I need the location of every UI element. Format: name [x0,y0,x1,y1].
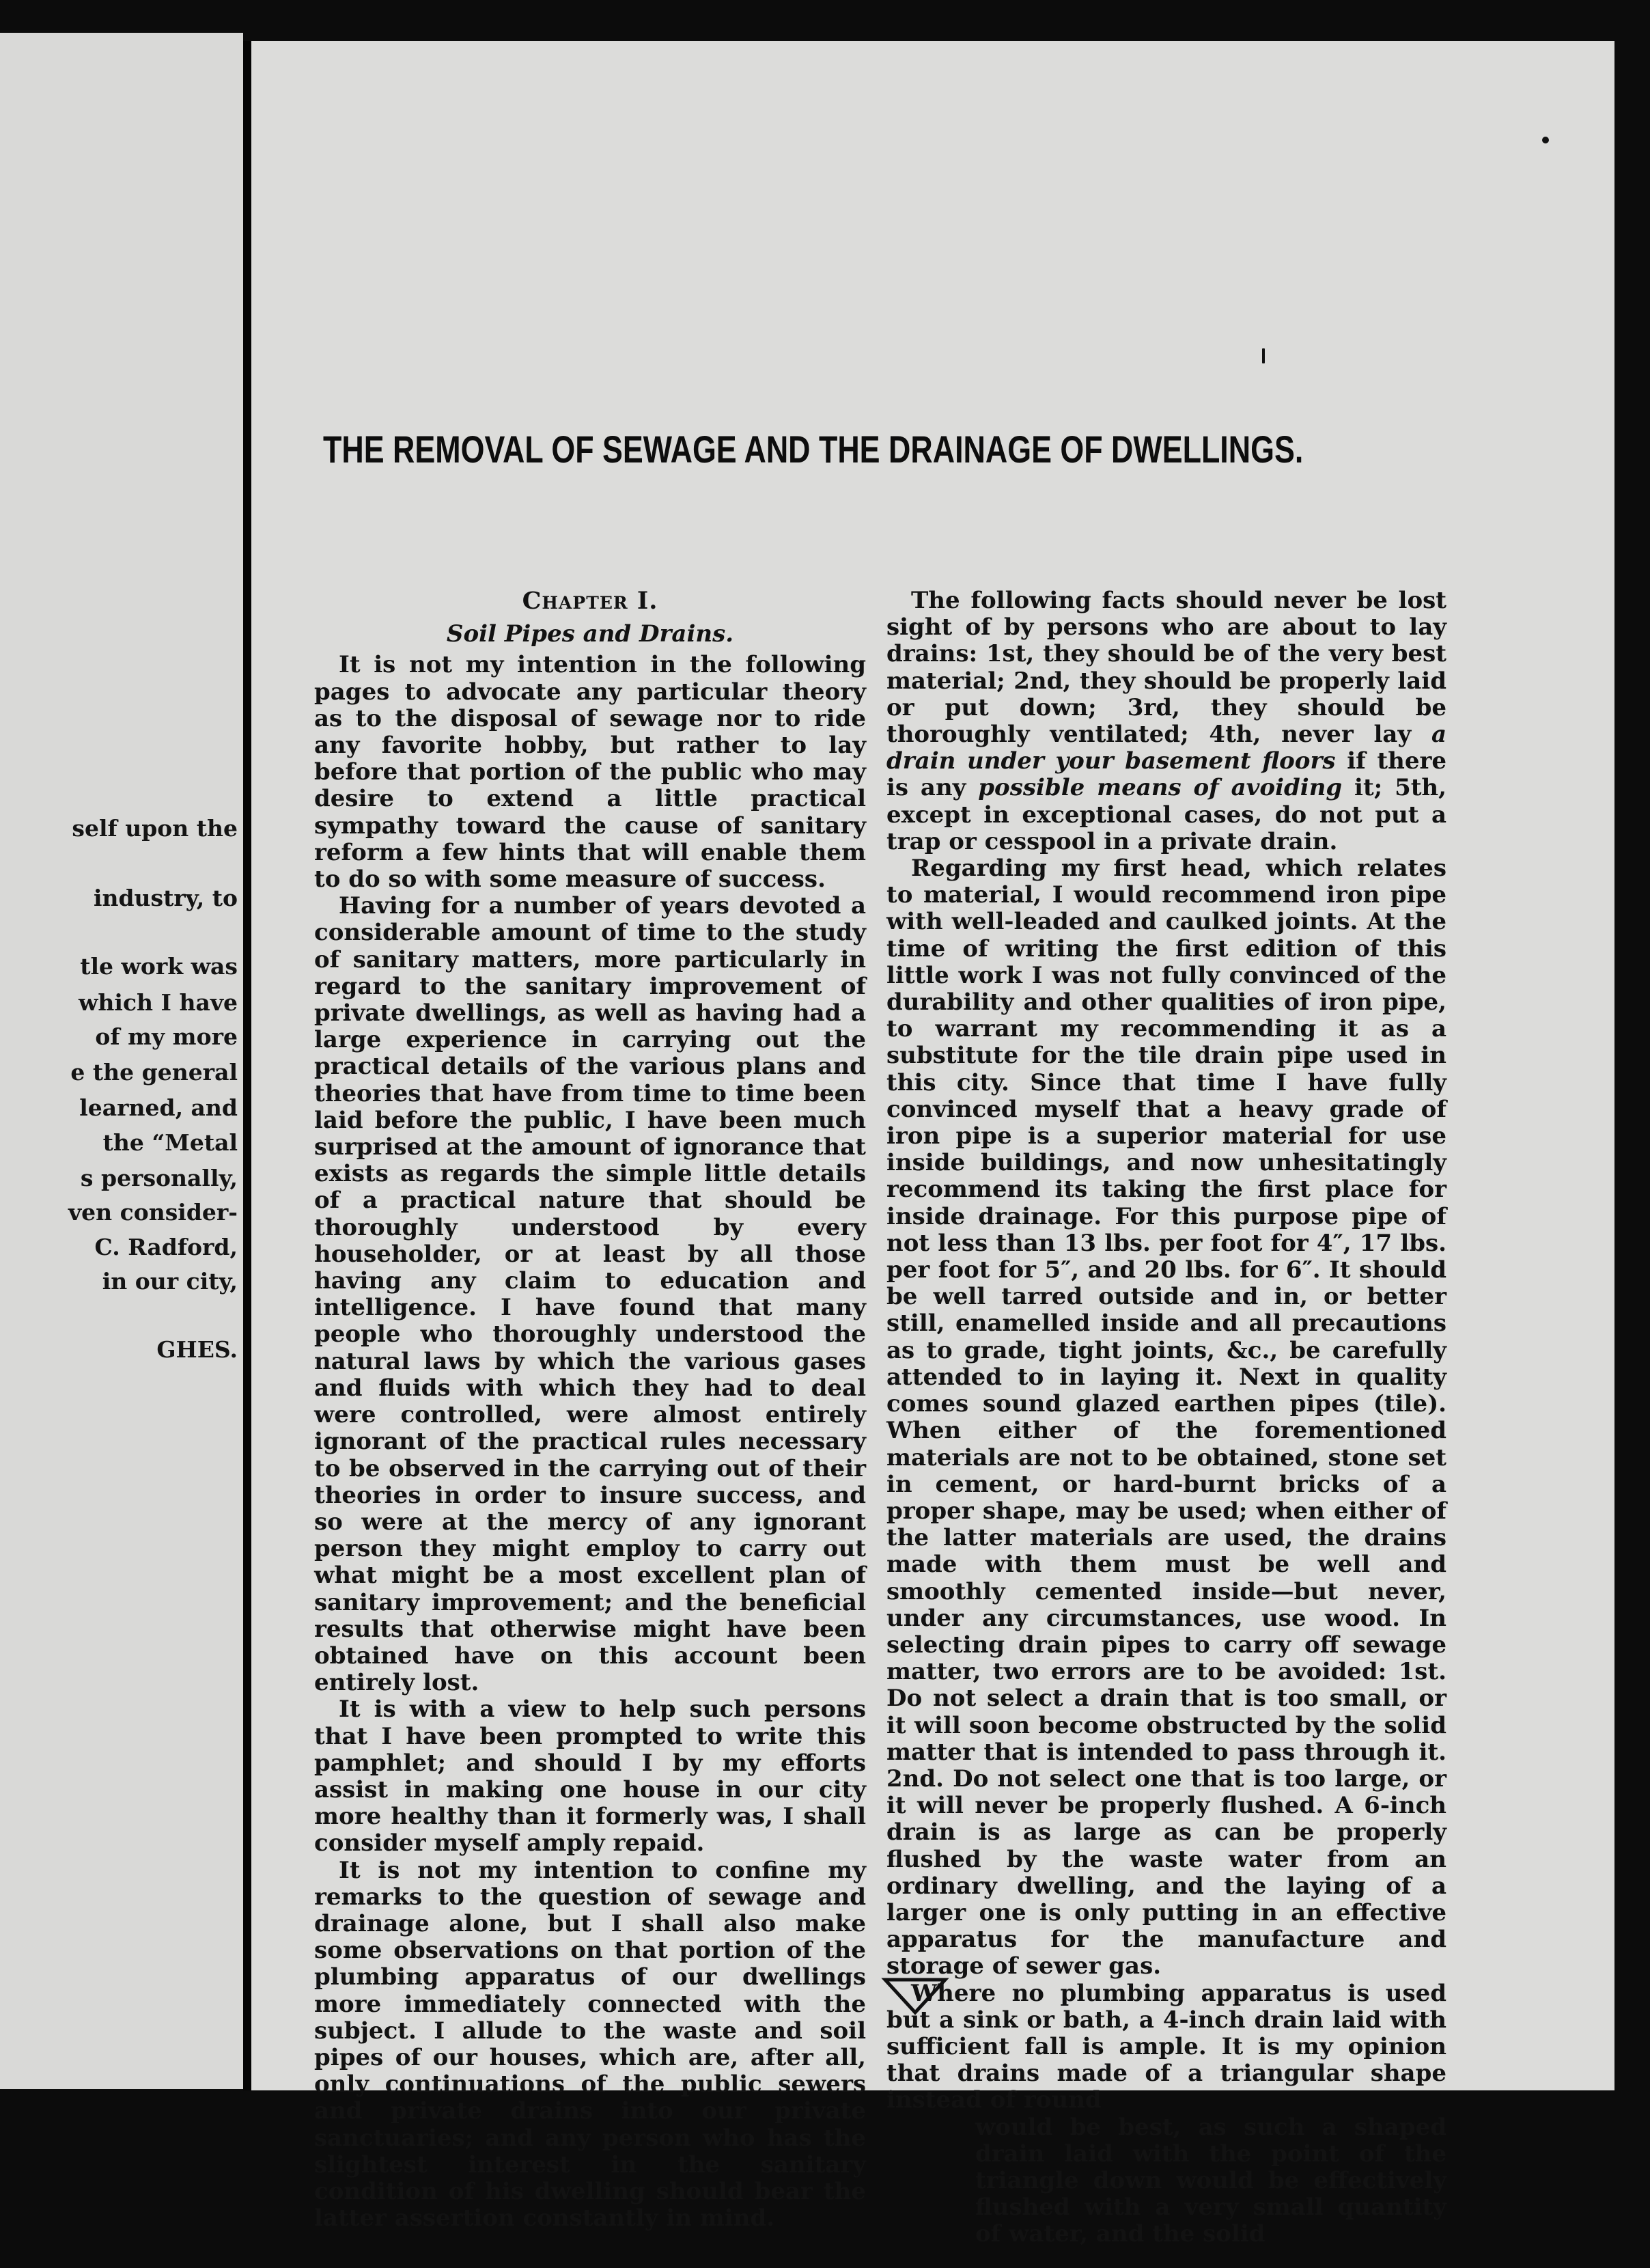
left-page-line: the “Metal [102,1129,238,1156]
left-page-line: s personally, [80,1165,238,1191]
left-page-line: GHES. [156,1336,238,1363]
left-page-line: self upon the [72,815,238,842]
text-run: it; 5th, except in exceptional cases, do not put a trap or cesspool in a private drain. [886,774,1446,855]
left-page-line: tle work was [80,953,238,980]
triangle-drain-icon [881,1976,949,2017]
page-gutter [243,41,251,2090]
main-page [251,41,1614,2248]
text-run: The following facts should never be lost sight of by persons who are about to lay drains: 1st, they should be of the very best material; 2nd, they should be properly laid or put down; 3rd, they should be thoroughly ventilated; 4th, never lay [886,587,1446,749]
paragraph: It is not my intention to confine my remarks to the question of sewage and drainage alone, but I shall also make some observations on that portion of the plumbing apparatus of our dwellings more immediately connected with the subject. I allude to the waste and soil pipes of our houses, which are, after all, only continuations of the public sewers and private drains into our private sanctuaries; and any person who has the slightest interest in the sanitary condition of his dwelling should bear the latter assertion constantly in mind. [314,1856,866,2232]
left-page-line: learned, and [79,1094,238,1121]
right-column [886,587,1446,2248]
left-facing-page [0,33,243,2089]
speck [1542,137,1549,143]
left-page-line: industry, to [93,885,238,911]
paragraph: Having for a number of years devoted a considerable amount of time to the study of sanitary matters, more particularly in regard to the sanitary improvement of private dwellings, as well as having had a large experience in carrying out the practical details of the various plans and theories that have from time to time been laid before the public, I have been much surprised at the amount of ignorance that exists as regards the simple little details of a practical nature that should be thoroughly understood by every householder, or at least by all those having any claim to education and intelligence. I have found that many people who thoroughly understood the natural laws by which the various gases and fluids with which they had to deal were controlled, were almost entirely ignorant of the practical rules necessary to be observed in the carrying out of their theories in order to insure success, and so were at the mercy of any ignorant person they might employ to carry out what might be a most excellent plan of sanitary improvement; and the beneficial results that otherwise might have been obtained have on this account been entirely lost. [314,892,866,1697]
left-page-line: e the general [70,1059,238,1085]
paragraph: It is with a view to help such persons that I have been prompted to write this pamphlet; and should I by my efforts assist in making one house in our city more healthy than it formerly was, I shall consider myself amply repaid. [314,1696,866,1857]
left-page-line: which I have [79,989,238,1016]
left-page-line: ven consider- [68,1199,238,1226]
paragraph: Where no plumbing apparatus is used but a sink or bath, a 4-inch drain laid with sufficient fall is ample. It is my opinion that drains made of a triangular shape instead of round [886,1979,1446,2114]
paragraph: Regarding my first head, which relates to material, I would recommend iron pipe with well-leaded and caulked joints. At the time of writing the first edition of this little work I was not fully convinced of the durability and other qualities of iron pipe, to warrant my recommending it as a substitute for the tile drain pipe used in this city. Since that time I have fully convinced myself that a heavy grade of iron pipe is a superior material for use inside buildings, and now unhesitatingly recommend its taking the first place for inside drainage. For this purpose pipe of not less than 13 lbs. per foot for 4″, 17 lbs. per foot for 5″, and 20 lbs. for 6″. It should be well tarred outside and in, or better still, enamelled inside and all precautions as to grade, tight joints, &c., be carefully attended to in laying it. Next in quality comes sound glazed earthen pipes (tile). When either of the forementioned materials are not to be obtained, stone set in cement, or hard-burnt bricks of a proper shape, may be used; when either of the latter materials are used, the drains made with them must be well and smoothly cemented inside—but never, under any circumstances, use wood. In selecting drain pipes to carry off sewage matter, two errors are to be avoided: 1st. Do not select a drain that is too small, or it will soon become obstructed by the solid matter that is intended to pass through it. 2nd. Do not select one that is too large, or it will never be properly flushed. A 6-inch drain is as large as can be properly flushed by the waste water from an ordinary dwelling, and the laying of a larger one is only putting in an effective apparatus for the manufacture and storage of sewer gas. [886,855,1446,1980]
emphasis-text: possible means of avoiding [978,774,1343,802]
text-run: if there is any [886,747,1446,802]
section-subtitle: Soil Pipes and Drains. [446,620,734,648]
chapter-heading: Chapter I. [522,587,658,615]
left-page-line: in our city, [102,1268,238,1295]
speck [1262,348,1265,363]
left-page-line: C. Radford, [94,1234,238,1260]
emphasis-text: a drain under your basement floors [886,721,1446,775]
left-page-line: of my more [95,1023,238,1050]
page-title: THE REMOVAL OF SEWAGE AND THE DRAINAGE OF DWELLINGS. [323,428,1304,471]
paragraph [886,587,1446,855]
paragraph: It is not my intention in the following pages to advocate any particular theory as to the disposal of sewage nor to ride any favorite hobby, but rather to lay before that portion of the public who may desire to extend a little practical sympathy toward the cause of sanitary reform a few hints that will enable them to do so with some measure of success. [314,651,866,894]
left-column [314,587,866,2232]
paragraph-continuation: would be best, as such a shaped drain laid with the point of the triangle down would be effectively flushed with a very small quantity of water, and the solid [975,2113,1446,2248]
